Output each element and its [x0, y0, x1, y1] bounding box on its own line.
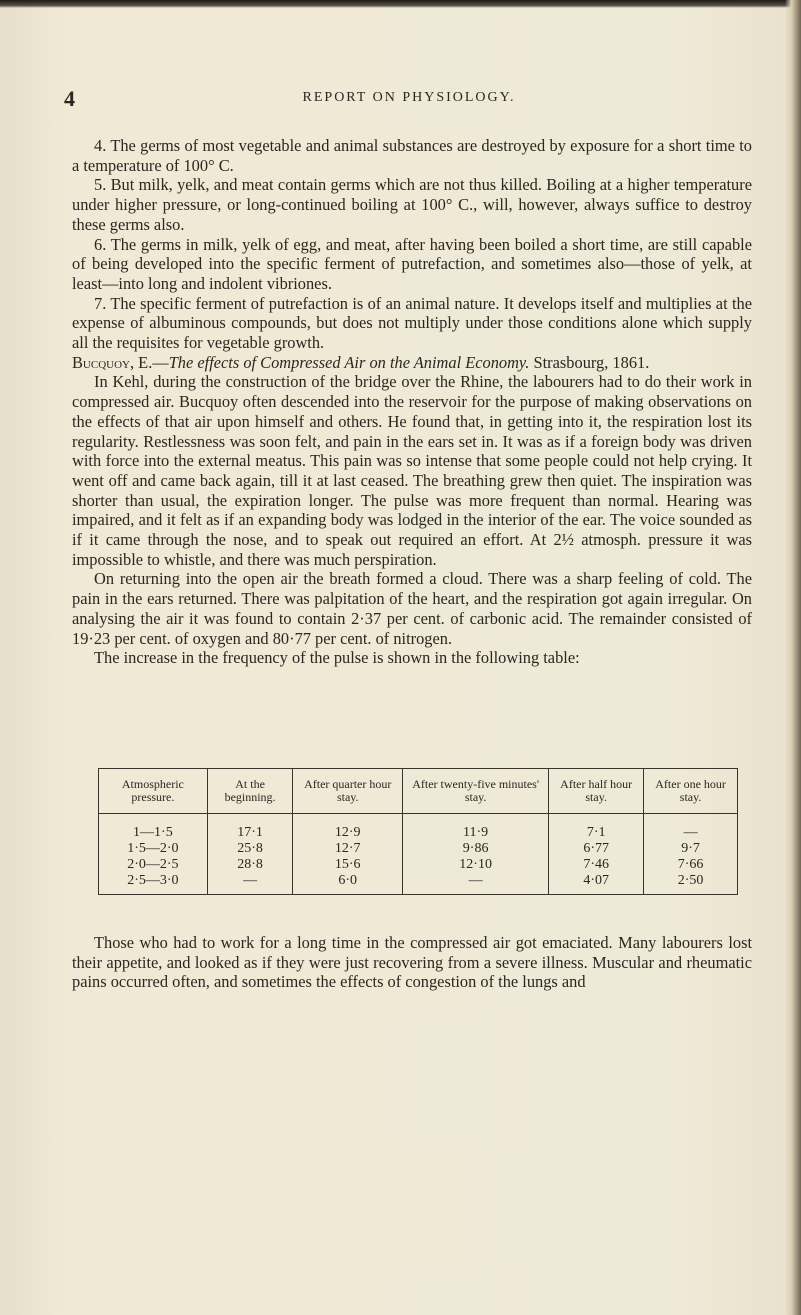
paragraph-5: 5. But milk, yelk, and meat contain germs which are not thus killed. Boiling at a higher temperature under higher pressure, or long-continued boiling at 100° C., will, however, always suffice to destroy these germs also.: [72, 175, 752, 234]
table-cell: 15·6: [293, 856, 403, 872]
table-header-cell: After half hour stay.: [549, 769, 644, 814]
reference-author: Bucquoy, E.: [72, 352, 153, 372]
table-cell: 25·8: [207, 840, 293, 856]
table-header-row: [99, 769, 738, 814]
table-header-cell: After twenty-five minutes' stay.: [403, 769, 549, 814]
table-cell: 7·46: [549, 856, 644, 872]
paragraph-returning: On returning into the open air the breath formed a cloud. There was a sharp feeling of cold. The pain in the ears returned. There was palpitation of the heart, and the respiration got again irregular. On analysing the air it was found to contain 2·37 per cent. of carbonic acid. The remainder consisted of 19·23 per cent. of oxygen and 80·77 per cent. of nitrogen.: [72, 569, 752, 648]
table-cell: —: [644, 814, 738, 841]
table-cell: 6·77: [549, 840, 644, 856]
table-cell: —: [403, 872, 549, 895]
table-row: [99, 840, 738, 856]
table-cell: 6·0: [293, 872, 403, 895]
table-cell: 4·07: [549, 872, 644, 895]
paragraph-table-intro: The increase in the frequency of the pulse is shown in the following table:: [94, 648, 580, 668]
table-row: [99, 856, 738, 872]
table-cell: 1·5—2·0: [99, 840, 208, 856]
table-cell: 7·66: [644, 856, 738, 872]
reference-title: The effects of Compressed Air on the Animal Economy.: [168, 352, 530, 372]
body-text-lower: [72, 933, 752, 992]
table-header-cell: Atmospheric pressure.: [99, 769, 208, 814]
reference-place: Strasbourg, 1861.: [533, 352, 650, 372]
table-cell: 12·9: [293, 814, 403, 841]
running-head: REPORT ON PHYSIOLOGY.: [302, 90, 516, 105]
table-cell: 11·9: [403, 814, 549, 841]
table-cell: 9·7: [644, 840, 738, 856]
reference-dash: —: [152, 352, 169, 372]
paragraph-7: 7. The specific ferment of putrefaction is of an animal nature. It develops itself and multiplies at the expense of albuminous compounds, but does not multiply under those conditions alone which supply all the requisites for vegetable growth.: [72, 293, 752, 353]
top-edge-shadow: [0, 0, 801, 8]
table-cell: 28·8: [207, 856, 293, 872]
table-cell: 9·86: [403, 840, 549, 856]
table-cell: 12·7: [293, 840, 403, 856]
body-text-upper: [72, 136, 752, 668]
table-cell: 12·10: [403, 856, 549, 872]
table-header-cell: At the beginning.: [207, 769, 293, 814]
paragraph-4: 4. The germs of most vegetable and animal substances are destroyed by exposure for a short time to a temperature of 100° C.: [72, 136, 752, 175]
table-header-cell: After one hour stay.: [644, 769, 738, 814]
table-cell: —: [207, 872, 293, 895]
table-cell: 2·0—2·5: [99, 856, 208, 872]
table-cell: 2·5—3·0: [99, 872, 208, 895]
paragraph-kehl: In Kehl, during the construction of the bridge over the Rhine, the labourers had to do their work in compressed air. Bucquoy often descended into the reservoir for the purpose of making observations on the effects of that air upon himself and others. He found that, in getting into it, the respiration lost its regularity. Restlessness was soon felt, and pain in the ears set in. It was as if a foreign body was driven with force into the external meatus. This pain was so intense that some people could not help crying. It went off and came back again, till it at last ceased. The breathing grew then quiet. The inspiration was shorter than usual, the expiration longer. The pulse was more frequent than normal. Hearing was impaired, and it felt as if an expanding body was lodged in the interior of the ear. The voice sounded as if it came through the nose, and to speak out required an effort. At 2½ atmosph. pressure it was impossible to whistle, and there was much perspiration.: [72, 372, 752, 569]
table-row: [99, 814, 738, 841]
paragraph-emaciated: Those who had to work for a long time in the compressed air got emaciated. Many labourers lost their appetite, and looked as if they were just recovering from a severe illness. Muscular and rheumatic pains occurred often, and sometimes the effects of congestion of the lungs and: [72, 933, 752, 992]
table-row: [99, 872, 738, 895]
page-gutter-shadow: [785, 0, 801, 1315]
table-cell: 7·1: [549, 814, 644, 841]
table-cell: 1—1·5: [99, 814, 208, 841]
table-cell: 17·1: [207, 814, 293, 841]
paragraph-6: 6. The germs in milk, yelk of egg, and meat, after having been boiled a short time, are still capable of being developed into the specific ferment of putrefaction, and sometimes also—those of yelk, at least—into long and indolent vibriones.: [72, 234, 752, 293]
bibliographic-reference: [72, 353, 752, 373]
page-number: 4: [64, 86, 75, 111]
table-cell: 2·50: [644, 872, 738, 895]
pulse-frequency-table: [98, 768, 738, 895]
table-header-cell: After quarter hour stay.: [293, 769, 403, 814]
page-header: [64, 86, 754, 112]
